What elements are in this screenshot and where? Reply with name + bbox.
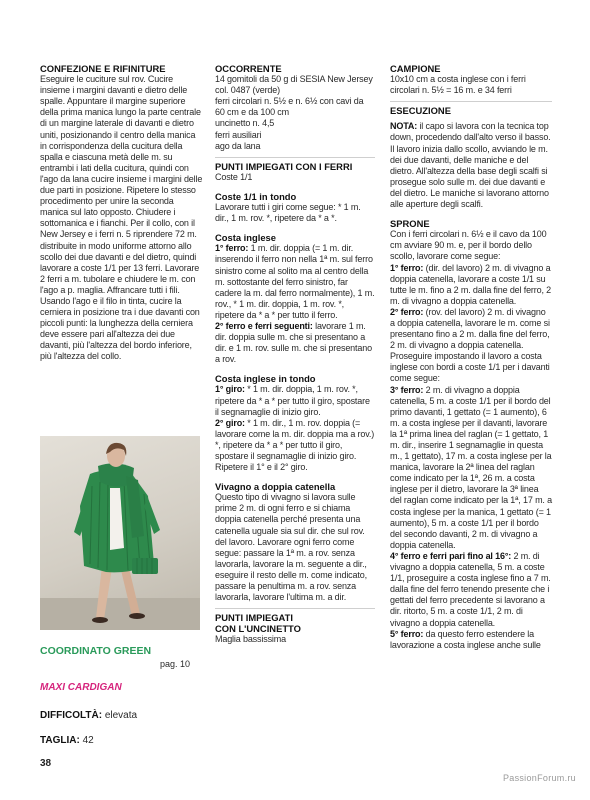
costa-tondo-row1: 1° giro: * 1 m. dir. doppia, 1 m. rov. *, ripetere da * a * per tutto il giro, spostare il segnamaglie di inizio giro.: [215, 384, 370, 417]
model-name: MAXI CARDIGAN: [40, 682, 122, 693]
difficulty: [40, 710, 137, 721]
sprone-row1: 1° ferro: (dir. del lavoro) 2 m. di vivagno a doppia catenella, lavorare a coste 1/1 su tutte le m. fino a 2 m. dalla fine del ferro, 2 m. di vivagno a doppia catenella.: [390, 262, 552, 306]
occorrente-line: ferri circolari n. 5½ e n. 6½ con cavi da 60 cm e da 100 cm: [215, 96, 364, 118]
text-punti-uncinetto: Maglia bassissima: [215, 634, 286, 645]
nota: NOTA: il capo si lavora con la tecnica top down, procedendo dall'alto verso il basso. Il lavoro inizia dallo scollo, avviando le m. dei due davanti, delle maniche e del dietro. All'altezza della base degli scalfi si prosegue solo sulle m. dei due davanti e del dietro. Le maniche si lavorano attorno alle aperture degli scalfi.: [390, 121, 551, 210]
size-label: TAGLIA:: [40, 735, 80, 746]
text-sprone-intro: Con i ferri circolari n. 6½ e il cavo da 100 cm avviare 90 m. e, per il bordo dello scollo, lavorare come segue:: [390, 229, 547, 262]
costa-inglese-row2: 2° ferro e ferri seguenti: lavorare 1 m. dir. doppia sulle m. che si presentano a dir. e 1 m. rov. sulle m. che si presentano a rov.: [215, 320, 372, 365]
heading-punti-ferri: PUNTI IMPIEGATI CON I FERRI: [215, 160, 353, 172]
sprone-row5: 5° ferro: da questo ferro estendere la lavorazione a costa inglese anche sulle: [390, 628, 541, 650]
heading-campione: CAMPIONE: [390, 63, 441, 74]
text-campione: 10x10 cm a costa inglese con i ferri circolari n. 5½ = 16 m. e 34 ferri: [390, 74, 526, 96]
costa-tondo-row2: 2° giro: * 1 m. dir., 1 m. rov. doppia (= lavorare come la m. dir. doppia ma a rov.) *, ripetere da * a * per tutto il giro, spostare il segnamaglie di inizio giro.: [215, 417, 375, 461]
text-punti-ferri: Coste 1/1: [215, 171, 253, 182]
sprone-row2: 2° ferro: (rov. del lavoro) 2 m. di vivagno a doppia catenella, lavorare le m. come si presentano fino a 2 m. dalla fine del ferro, 2 m. di vivagno a doppia catenella.: [390, 306, 550, 351]
column-campione: [390, 63, 552, 651]
heading-punti-uncinetto-1: PUNTI IMPIEGATI: [215, 612, 293, 624]
heading-confezione: CONFEZIONE E RIFINITURE: [40, 63, 166, 74]
difficulty-label: DIFFICOLTÀ:: [40, 710, 103, 721]
watermark: PassionForum.ru: [502, 773, 576, 783]
difficulty-value: elevata: [104, 710, 138, 721]
costa-inglese-row1: 1° ferro: 1 m. dir. doppia (= 1 m. dir. inserendo il ferro non nella 1ª m. sul ferro sinistro come al solito ma al centro della m. sottostante del ferro sinistro, far cadere la m. dal ferro normalmente), 1 m. rov., * 1 m. dir. doppia, 1 m. rov. *, ripetere da * a * per tutto il ferro.: [215, 243, 375, 320]
heading-costa-inglese: Costa inglese: [215, 232, 276, 244]
sprone-row4: 4° ferro e ferri pari fino al 16°: 2 m. di vivagno a doppia catenella, 5 m. a coste 1/1, proseguire a costa inglese fino a 7 m. dalla fine del ferro tenendo presente che i gettati del ferro precedente si lavorano a dir. ritorto, 5 m. a coste 1/1, 2 m. di vivagno a doppia catenella.: [390, 550, 551, 628]
size-value: 42: [82, 735, 94, 746]
knitted-cardigan-illustration: [40, 436, 200, 630]
costa-tondo-row3: Ripetere il 1° e il 2° giro.: [215, 462, 308, 473]
heading-occorrente: OCCORRENTE: [215, 63, 282, 74]
text-confezione: Eseguire le cuciture sul rov. Cucire insieme i margini davanti e dietro delle spalle. Appuntare il margine superiore della prima manica lungo la parte centrale di un margine laterale di davanti e dietro uniti, posizionando il centro della manica in corrispondenza della cucitura della spalla e ciascuna metà delle m. su entrambi i lati della cucitura, quindi con l'ago da lana cucire insieme i margini delle due parti in posizione. Ripetere lo stesso procedimento per unire la seconda manica sul lato opposto. Chiudere i sottomanica e i fianchi. Per il collo, con il New Jersey e i ferri n. 5 riprendere 72 m. distribuite in modo uniforme attorno allo scollo dei due davanti e del dietro, quindi lavorare a coste 1/1 per 13 ferri. Lavorare 2 ferri a m. tubolare e chiudere le m. con l'ago a p. maglia. Affrancare tutti i fili. Usando l'ago e il filo in tinta, cucire la cerniera in posizione tra i due davanti con piccoli punti: la lunghezza della cerniera deve essere pari all'altezza dei due davanti, più l'altezza del bordo inferiore, più l'altezza del collo.: [40, 74, 203, 362]
heading-costa-tondo: Costa inglese in tondo: [215, 373, 316, 385]
size: [40, 735, 94, 746]
heading-esecuzione: ESECUZIONE: [390, 105, 451, 117]
heading-punti-uncinetto-2: CON L'UNCINETTO: [215, 623, 301, 635]
text-coste-tondo: Lavorare tutti i giri come segue: * 1 m. dir., 1 m. rov. *, ripetere da * a *.: [215, 202, 361, 224]
text-vivagno: Questo tipo di vivagno si lavora sulle prime 2 m. di ogni ferro e si chiama doppia catenella perché presenta una catenella uguale sia sul dir. che sul rov. del lavoro. Lavorare ogni ferro come segue: passare la 1ª m. a rov. senza lavorarla, lavorare la m. seguente a dir., eseguire il resto delle m. come indicato, passare la penultima m. a rov. senza lavorarla, lavorare l'ultima m. a dir.: [215, 492, 367, 603]
occorrente-line: ago da lana: [215, 140, 261, 151]
column-confezione: [40, 63, 204, 363]
divider: [215, 608, 375, 609]
heading-sprone: SPRONE: [390, 218, 430, 230]
collection-title: COORDINATO GREEN: [40, 645, 152, 657]
divider: [390, 101, 552, 102]
model-photo: [40, 436, 200, 630]
occorrente-line: 14 gomitoli da 50 g di SESIA New Jersey col. 0487 (verde): [215, 74, 373, 96]
page-reference: pag. 10: [160, 659, 191, 669]
sprone-row3: 3° ferro: 2 m. di vivagno a doppia catenella, 5 m. a coste 1/1 per il bordo del primo davanti, 1 gettato (= 1 aumento), 6 m. a costa inglese per il davanti, lavorare la 1ª prima linea del raglan (= 1 gettato, 1 m. dir., inserire 1 segnamaglie in questa m., 1 gettato), 17 m. a costa inglese per la manica, lavorare la 2ª linea del raglan come indicato per la 1ª, 26 m. a costa inglese per il dietro, lavorare la 3ª linea del raglan come indicato per la 1ª, 17 m. a costa inglese per la manica, 1 gettato (= 1 aumento), 5 m. a coste 1/1 per il bordo del secondo davanti, 2 m. di vivagno a doppia catenella.: [390, 384, 552, 550]
divider: [215, 157, 375, 158]
heading-coste-tondo: Coste 1/1 in tondo: [215, 190, 297, 202]
column-occorrente: [215, 63, 375, 646]
heading-vivagno: Vivagno a doppia catenella: [215, 481, 336, 493]
sprone-mid: Proseguire impostando il lavoro a costa inglese con bordi a coste 1/1 per i davanti come segue:: [390, 351, 550, 384]
occorrente-line: uncinetto n. 4,5: [215, 118, 275, 129]
page-number: 38: [40, 758, 52, 769]
occorrente-line: ferri ausiliari: [215, 129, 262, 140]
